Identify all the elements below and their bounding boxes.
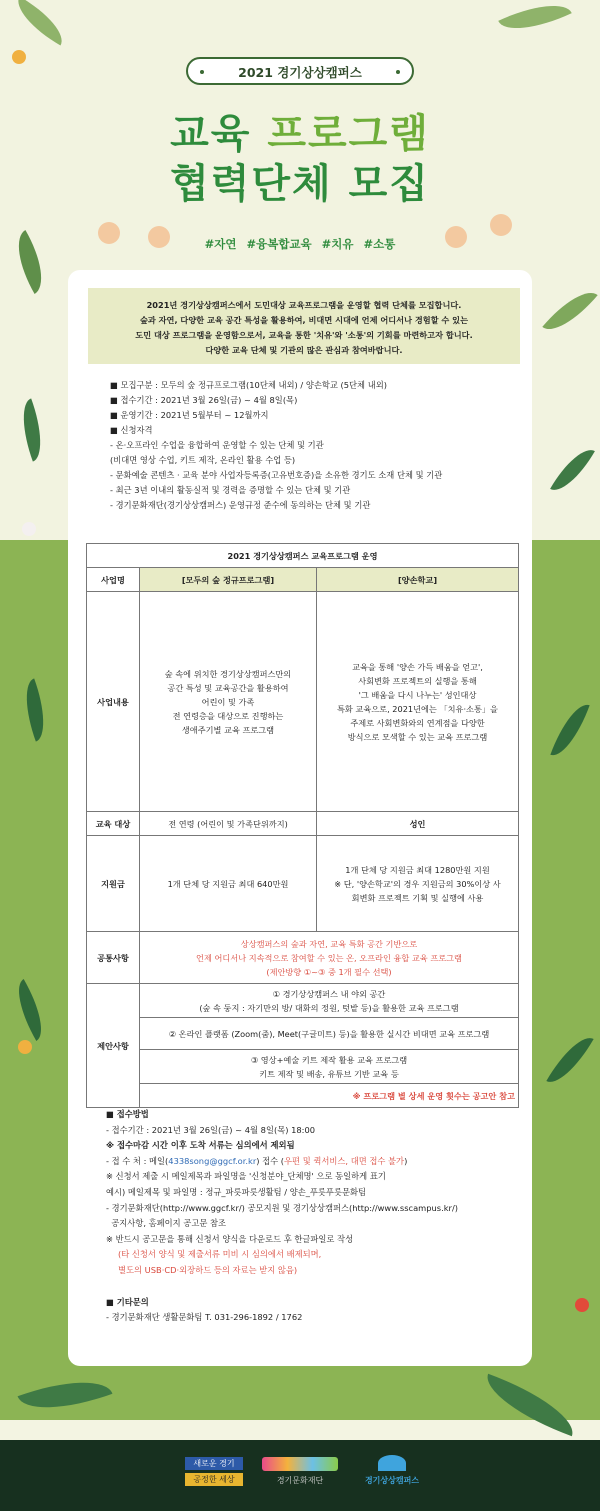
- form-warning: 별도의 USB·CD·외장하드 등의 자료는 받지 않음): [118, 1264, 298, 1275]
- fund-school: [317, 836, 519, 932]
- target-forest: 전 연령 (어린이 및 가족단위까지): [140, 812, 317, 836]
- proposal-3: [140, 1050, 519, 1084]
- ggcf-logo: [262, 1457, 338, 1486]
- campus-year-label: 2021 경기상상캠퍼스: [238, 65, 362, 80]
- info-line: - 온·오프라인 수업을 융합하여 운영할 수 있는 단체 및 기관: [110, 440, 324, 450]
- apply-period: - 접수기간 : 2021년 3월 26일(금) ~ 4월 8일(목) 18:00: [106, 1124, 316, 1135]
- apply-info: [106, 1107, 526, 1326]
- hashtag: #소통: [363, 237, 396, 251]
- intro-line: 2021년 경기상상캠퍼스에서 도민대상 교육프로그램을 운영할 협력 단체를 모집합니다.: [146, 300, 462, 310]
- info-line: ■ 신청자격: [110, 425, 153, 435]
- person-illustration: [98, 222, 120, 244]
- common-line: 상상캠퍼스의 숲과 자연, 교육 특화 공간 기반으로: [240, 938, 418, 949]
- apply-head: ■ 접수방법: [106, 1109, 149, 1119]
- hashtag: #치유: [321, 237, 354, 251]
- hashtag: #자연: [204, 237, 237, 251]
- content-line: 주제로 사회변화와의 연계점을 다양한: [350, 717, 485, 728]
- content-line: 사회변화 프로젝트의 실행을 통해: [358, 675, 477, 686]
- info-line: - 경기문화재단(경기상상캠퍼스) 운영규정 준수에 동의하는 단체 및 기관: [110, 500, 371, 510]
- content-line: 생애주기별 교육 프로그램: [181, 724, 275, 735]
- logo-text: 공정한 세상: [185, 1473, 243, 1486]
- apply-email-line: [106, 1154, 526, 1170]
- info-line: - 문화예술 콘텐츠 · 교육 분야 사업자등록증(고유번호증)을 소유한 경기도 소재 단체 및 기관: [110, 470, 443, 480]
- row-head-target: 교육 대상: [87, 812, 140, 836]
- proposal-line: 키트 제작 및 배송, 유튜브 기반 교육 등: [259, 1068, 399, 1079]
- table-title: 2021 경기상상캠퍼스 교육프로그램 운영: [87, 544, 519, 568]
- info-line: ■ 운영기간 : 2021년 5월부터 ~ 12월까지: [110, 410, 269, 420]
- contact-head: ■ 기타문의: [106, 1296, 149, 1307]
- intro-box: [88, 288, 520, 364]
- apply-warn: ※ 접수마감 시간 이후 도착 서류는 심의에서 제외됨: [106, 1140, 295, 1151]
- proposal-note: ※ 프로그램 별 상세 운영 횟수는 공고안 참고: [140, 1084, 519, 1108]
- fund-line: 1개 단체 당 지원금 최대 1280만원 지원: [345, 864, 490, 875]
- sscampus-logo: [352, 1455, 432, 1486]
- proposal-1: [140, 984, 519, 1018]
- proposal-line: ③ 영상+예술 키트 제작 활용 교육 프로그램: [250, 1054, 408, 1065]
- email-note: 우편 및 퀵서비스, 대면 접수 불가: [284, 1155, 405, 1166]
- subject-rule: ※ 신청서 제출 시 메일제목과 파일명을 '신청분야_단체명' 으로 동일하게 표기: [106, 1171, 386, 1182]
- common-line: 언제 어디서나 지속적으로 참여할 수 있는 온, 오프라인 융합 교육 프로그램: [196, 952, 462, 963]
- flower-decoration: [12, 50, 26, 64]
- campus-year-badge: [186, 57, 414, 85]
- page-title-line1: [0, 102, 600, 159]
- email-prefix: - 접 수 처 : 메일(: [106, 1155, 169, 1166]
- notice-line: - 경기문화재단(http://www.ggcf.kr/) 공모지원 및 경기상상캠퍼스(http://www.sscampus.kr/): [106, 1202, 458, 1213]
- gyeonggi-logo: [185, 1457, 243, 1486]
- content-line: 특화 교육으로, 2021년에는 「치유·소통」을: [337, 703, 498, 714]
- content-line: 전 연령층을 대상으로 진행하는: [172, 710, 284, 721]
- target-school: 성인: [317, 812, 519, 836]
- intro-line: 숲과 자연, 다양한 교육 공간 특성을 활용하여, 비대면 시대에 언제 어디서나 경험할 수 있는: [139, 315, 468, 325]
- common-line: (제안방향 ①~③ 중 1개 필수 선택): [266, 966, 392, 977]
- row-head-fund: 지원금: [87, 836, 140, 932]
- info-line: ■ 모집구분 : 모두의 숲 정규프로그램(10단체 내외) / 양손학교 (5단체 내외): [110, 380, 387, 390]
- common-text: [140, 932, 519, 984]
- intro-line: 도민 대상 프로그램을 운영함으로서, 교육을 통한 '치유'와 '소통'의 기회를 마련하고자 합니다.: [135, 330, 473, 340]
- fund-forest: 1개 단체 당 지원금 최대 640만원: [140, 836, 317, 932]
- table-header-school: [양손학교]: [317, 568, 519, 592]
- flower-decoration: [575, 1298, 589, 1312]
- logo-text: 새로운 경기: [185, 1457, 243, 1470]
- content-line: 방식으로 모색할 수 있는 교육 프로그램: [347, 731, 488, 742]
- email-close: ): [404, 1155, 408, 1166]
- contact-line: - 경기문화재단 생활문화팀 T. 031-296-1892 / 1762: [106, 1312, 303, 1323]
- program-table: [86, 543, 519, 1108]
- title-word-program: 프로그램: [267, 111, 430, 157]
- proposal-2: ② 온라인 플랫폼 (Zoom(줌), Meet(구글미트) 등)을 활용한 실시간 비대면 교육 프로그램: [140, 1018, 519, 1050]
- sscampus-mark-icon: [378, 1455, 406, 1471]
- logo-text: 경기상상캠퍼스: [364, 1476, 420, 1485]
- page-title-line2: 협력단체 모집: [170, 161, 430, 207]
- footer-logos: [0, 1455, 600, 1495]
- subject-example: 예시) 메일제목 및 파일명 : 정규_파릇파릇생활팀 / 양손_푸릇푸릇문화팀: [106, 1186, 367, 1197]
- row-head-content: 사업내용: [87, 592, 140, 812]
- dot-icon: [396, 70, 400, 74]
- proposal-line: (숲 속 둥지 : 자기만의 방/ 대화의 정원, 텃밭 등)을 활용한 교육 프로그램: [199, 1002, 459, 1013]
- flower-decoration: [18, 1040, 32, 1054]
- content-forest: [140, 592, 317, 812]
- recruit-info: [110, 378, 530, 513]
- table-header-name: 사업명: [87, 568, 140, 592]
- person-illustration: [148, 226, 170, 248]
- fund-line: 회변화 프로젝트 기획 및 실행에 사용: [351, 892, 484, 903]
- content-line: 공간 특성 및 교육공간을 활용하여: [167, 682, 289, 693]
- logo-text: 경기문화재단: [276, 1476, 324, 1485]
- content-line: 어린이 및 가족: [201, 696, 255, 707]
- content-line: 교육을 통해 '양손 가득 배움을 얻고',: [352, 661, 483, 672]
- email-suffix: ) 접수 (: [256, 1155, 285, 1166]
- content-school: [317, 592, 519, 812]
- content-line: '그 배움을 다시 나누는' 성인대상: [358, 689, 477, 700]
- row-head-proposal: 제안사항: [87, 984, 140, 1108]
- form-warning: (타 신청서 양식 및 제출서류 미비 시 심의에서 배제되며,: [118, 1249, 322, 1260]
- form-note: ※ 반드시 공고문을 통해 신청서 양식을 다운로드 후 한글파일로 작성: [106, 1233, 354, 1244]
- title-word-education: 교육: [170, 111, 252, 157]
- dot-icon: [200, 70, 204, 74]
- person-illustration: [445, 226, 467, 248]
- email-link[interactable]: 4338song@ggcf.or.kr: [168, 1155, 257, 1166]
- hashtag: #융복합교육: [246, 237, 312, 251]
- info-line: (비대면 영상 수업, 키트 제작, 온라인 활용 수업 등): [110, 455, 296, 465]
- content-line: 숲 속에 위치한 경기상상캠퍼스만의: [164, 668, 292, 679]
- info-line: - 최근 3년 이내의 활동실적 및 경력을 증명할 수 있는 단체 및 기관: [110, 485, 351, 495]
- fund-line: ※ 단, '양손학교'의 경우 지원금의 30%이상 사: [334, 878, 501, 889]
- info-line: ■ 접수기간 : 2021년 3월 26일(금) ~ 4월 8일(목): [110, 395, 298, 405]
- intro-line: 다양한 교육 단체 및 기관의 많은 관심과 참여바랍니다.: [205, 345, 403, 355]
- notice-line: 공지사항, 홈페이지 공고문 참조: [106, 1218, 227, 1229]
- flower-decoration: [22, 522, 36, 536]
- hashtag-list: [0, 236, 600, 252]
- table-header-forest: [모두의 숲 정규프로그램]: [140, 568, 317, 592]
- person-illustration: [490, 214, 512, 236]
- row-head-common: 공통사항: [87, 932, 140, 984]
- proposal-line: ① 경기상상캠퍼스 내 야외 공간: [272, 988, 386, 999]
- ggcf-color-mark: [262, 1457, 338, 1471]
